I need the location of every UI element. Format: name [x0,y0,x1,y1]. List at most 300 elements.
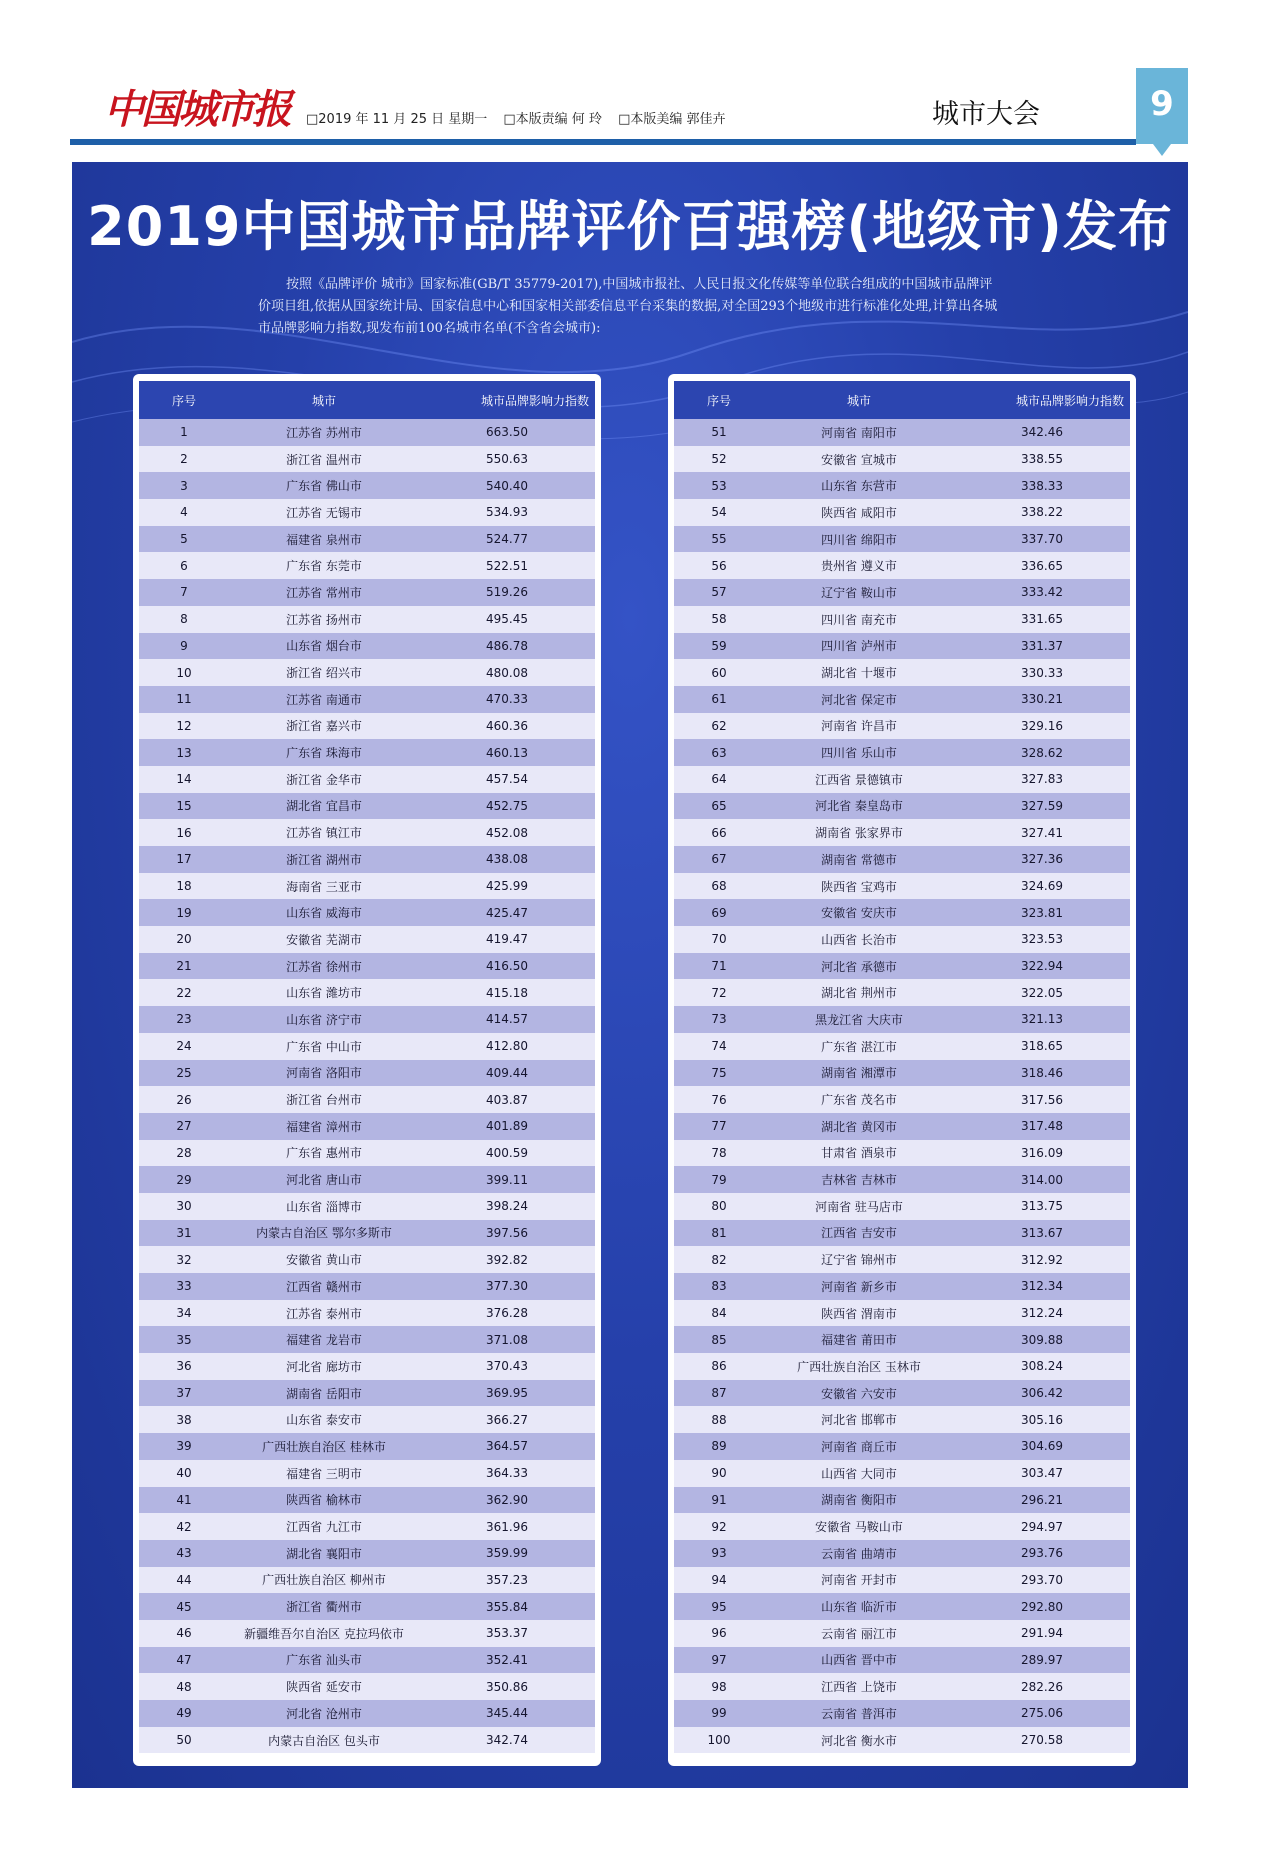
city-cell: 安徽省 黄山市 [286,1253,362,1268]
rank-cell: 56 [711,558,727,573]
city-cell: 广西壮族自治区 柳州市 [262,1573,386,1588]
city-cell: 黑龙江省 大庆市 [815,1012,903,1027]
index-cell: 312.34 [1021,1279,1063,1294]
rank-cell: 35 [176,1332,192,1347]
rank-cell: 79 [711,1172,727,1187]
index-cell: 322.05 [1021,985,1063,1000]
city-cell: 江苏省 无锡市 [286,505,362,520]
newspaper-logo: 中国城市报 [104,86,289,133]
city-cell: 广东省 佛山市 [286,479,362,494]
table-row [139,1353,595,1380]
rank-cell: 83 [711,1279,727,1294]
rank-cell: 75 [711,1065,727,1080]
table-row [139,819,595,846]
city-cell: 四川省 南充市 [821,612,897,627]
city-cell: 浙江省 湖州市 [286,852,362,867]
rank-cell: 11 [176,692,192,707]
rank-cell: 5 [180,532,188,547]
rank-cell: 31 [176,1225,192,1240]
rank-cell: 1 [180,425,188,440]
city-cell: 广东省 中山市 [286,1039,362,1054]
page-number: 9 [1150,84,1174,124]
index-cell: 327.36 [1021,852,1063,867]
table-row [674,1673,1130,1700]
city-cell: 广东省 汕头市 [286,1653,362,1668]
rank-cell: 33 [176,1279,192,1294]
rank-cell: 68 [711,879,727,894]
index-cell: 460.36 [486,718,528,733]
city-cell: 河北省 唐山市 [286,1173,362,1188]
index-cell: 328.62 [1021,745,1063,760]
rank-cell: 70 [711,932,727,947]
table-row [674,1487,1130,1514]
rank-cell: 34 [176,1306,192,1321]
rank-cell: 95 [711,1599,727,1614]
index-cell: 438.08 [486,852,528,867]
page-editor: □本版责编 何 玲 [503,112,602,127]
city-cell: 山东省 潍坊市 [286,986,362,1001]
index-cell: 359.99 [486,1546,528,1561]
city-cell: 江西省 赣州市 [286,1279,362,1294]
page-number-tab [1136,68,1188,144]
rank-cell: 65 [711,798,727,813]
city-cell: 河北省 衡水市 [821,1733,897,1748]
table-row [674,766,1130,793]
table-row [674,1300,1130,1327]
table-row [139,1460,595,1487]
index-cell: 322.94 [1021,959,1063,974]
city-cell: 陕西省 咸阳市 [821,505,897,520]
city-cell: 福建省 泉州市 [286,532,362,547]
rank-cell: 27 [176,1119,192,1134]
table-row [674,1433,1130,1460]
city-cell: 湖南省 岳阳市 [286,1386,362,1401]
table-row [139,1647,595,1674]
table-row [139,419,595,446]
table-row [674,739,1130,766]
table-row [674,1166,1130,1193]
header-index: 城市品牌影响力指数 [1015,393,1124,408]
city-cell: 山西省 晋中市 [821,1653,897,1668]
table-row [139,1487,595,1514]
rank-cell: 84 [711,1306,727,1321]
table-row [139,606,595,633]
city-cell: 福建省 漳州市 [286,1119,362,1134]
table-row [674,1460,1130,1487]
table-row [674,1513,1130,1540]
city-cell: 河北省 廊坊市 [286,1359,362,1374]
rank-cell: 32 [176,1252,192,1267]
table-row [139,633,595,660]
table-row [674,1220,1130,1247]
table-row [139,1326,595,1353]
index-cell: 317.56 [1021,1092,1063,1107]
city-cell: 山西省 大同市 [821,1466,897,1481]
rank-cell: 87 [711,1386,727,1401]
rank-cell: 99 [711,1706,727,1721]
index-cell: 403.87 [486,1092,528,1107]
index-cell: 333.42 [1021,585,1063,600]
rank-cell: 82 [711,1252,727,1267]
table-row [674,1540,1130,1567]
rank-cell: 91 [711,1492,727,1507]
index-cell: 270.58 [1021,1733,1063,1748]
index-cell: 392.82 [486,1252,528,1267]
city-cell: 江苏省 苏州市 [286,425,362,440]
city-cell: 广东省 惠州市 [286,1146,362,1161]
index-cell: 350.86 [486,1679,528,1694]
rank-cell: 39 [176,1439,192,1454]
index-cell: 345.44 [486,1706,528,1721]
table-row [139,873,595,900]
rank-cell: 24 [176,1039,192,1054]
index-cell: 412.80 [486,1039,528,1054]
city-cell: 江西省 上饶市 [821,1680,897,1695]
rank-cell: 67 [711,852,727,867]
rank-cell: 14 [176,772,192,787]
rank-cell: 38 [176,1412,192,1427]
city-cell: 陕西省 渭南市 [821,1306,897,1321]
index-cell: 425.47 [486,905,528,920]
index-cell: 460.13 [486,745,528,760]
city-cell: 广东省 东莞市 [286,559,362,574]
table-row [674,1406,1130,1433]
index-cell: 293.76 [1021,1546,1063,1561]
table-row [674,1193,1130,1220]
rank-cell: 25 [176,1065,192,1080]
city-cell: 河南省 商丘市 [821,1439,897,1454]
index-cell: 370.43 [486,1359,528,1374]
city-cell: 浙江省 嘉兴市 [286,719,362,734]
index-cell: 409.44 [486,1065,528,1080]
table-row [674,1060,1130,1087]
city-cell: 湖北省 宜昌市 [286,799,362,814]
index-cell: 329.16 [1021,718,1063,733]
table-row [139,1380,595,1407]
city-cell: 河南省 许昌市 [821,719,897,734]
index-cell: 296.21 [1021,1492,1063,1507]
rank-cell: 69 [711,905,727,920]
index-cell: 337.70 [1021,532,1063,547]
rank-cell: 29 [176,1172,192,1187]
city-cell: 湖南省 湘潭市 [821,1066,897,1081]
index-cell: 366.27 [486,1412,528,1427]
index-cell: 425.99 [486,879,528,894]
table-row [674,1273,1130,1300]
index-cell: 331.37 [1021,638,1063,653]
city-cell: 河南省 新乡市 [821,1279,897,1294]
table-row [674,1246,1130,1273]
index-cell: 292.80 [1021,1599,1063,1614]
rank-cell: 36 [176,1359,192,1374]
index-cell: 312.24 [1021,1306,1063,1321]
table-row [674,1727,1130,1754]
table-row [139,1433,595,1460]
city-cell: 河北省 邯郸市 [821,1413,897,1428]
city-cell: 河南省 开封市 [821,1573,897,1588]
rank-cell: 93 [711,1546,727,1561]
rank-cell: 96 [711,1626,727,1641]
table-row [139,766,595,793]
city-cell: 浙江省 金华市 [286,772,362,787]
index-cell: 330.21 [1021,692,1063,707]
city-cell: 四川省 泸州市 [821,639,897,654]
city-cell: 辽宁省 锦州市 [821,1253,897,1268]
rank-cell: 18 [176,879,192,894]
header-rule [70,139,1136,145]
city-cell: 山东省 东营市 [821,479,897,494]
table-row [674,1353,1130,1380]
rank-cell: 60 [711,665,727,680]
city-cell: 广东省 茂名市 [821,1093,897,1108]
rank-cell: 46 [176,1626,192,1641]
rank-cell: 47 [176,1652,192,1667]
rank-cell: 37 [176,1386,192,1401]
rank-cell: 63 [711,745,727,760]
city-cell: 河北省 沧州市 [286,1706,362,1721]
rank-cell: 71 [711,959,727,974]
table-row [674,1567,1130,1594]
city-cell: 浙江省 绍兴市 [286,666,362,681]
table-row [674,633,1130,660]
city-cell: 福建省 三明市 [286,1466,362,1481]
table-row [139,446,595,473]
index-cell: 401.89 [486,1119,528,1134]
city-cell: 河南省 驻马店市 [815,1199,903,1214]
table-row [139,579,595,606]
index-cell: 369.95 [486,1386,528,1401]
rank-cell: 94 [711,1572,727,1587]
index-cell: 342.46 [1021,425,1063,440]
city-cell: 山东省 泰安市 [286,1413,362,1428]
rank-cell: 26 [176,1092,192,1107]
index-cell: 336.65 [1021,558,1063,573]
city-cell: 江苏省 常州市 [286,585,362,600]
city-cell: 浙江省 衢州市 [286,1600,362,1615]
city-cell: 山东省 烟台市 [286,639,362,654]
city-cell: 陕西省 宝鸡市 [821,879,897,894]
index-cell: 324.69 [1021,879,1063,894]
city-cell: 甘肃省 酒泉市 [821,1146,897,1161]
table-row [139,1406,595,1433]
table-row [139,1166,595,1193]
table-row [674,873,1130,900]
rank-cell: 74 [711,1039,727,1054]
rank-cell: 43 [176,1546,192,1561]
index-cell: 415.18 [486,985,528,1000]
city-cell: 福建省 龙岩市 [286,1333,362,1348]
index-cell: 327.59 [1021,798,1063,813]
table-row [139,1246,595,1273]
city-cell: 陕西省 延安市 [286,1680,362,1695]
table-row [139,846,595,873]
rank-cell: 58 [711,612,727,627]
rank-cell: 40 [176,1466,192,1481]
table-row [139,472,595,499]
header-rank: 序号 [171,393,196,408]
table-row [139,1300,595,1327]
index-cell: 524.77 [486,532,528,547]
table-row [139,926,595,953]
index-cell: 398.24 [486,1199,528,1214]
table-row [674,1326,1130,1353]
city-cell: 湖南省 衡阳市 [821,1493,897,1508]
city-cell: 贵州省 遵义市 [821,559,897,574]
table-row [139,1006,595,1033]
index-cell: 306.42 [1021,1386,1063,1401]
intro-paragraph: 按照《品牌评价 城市》国家标准(GB/T 35779-2017),中国城市报社、人民日报文化传媒等单位联合组成的中国城市品牌评价项目组,依据从国家统计局、国家信息中心和国家相关部委信息平台采集的数据,对全国293个地级市进行标准化处理,计算出各城市品牌影响力指数,现发布前100名城市名单(不含省会城市): [258,277,998,336]
city-cell: 江苏省 泰州市 [286,1306,362,1321]
header-rank: 序号 [706,393,731,408]
table-row [674,499,1130,526]
index-cell: 495.45 [486,612,528,627]
table-row [674,1593,1130,1620]
table-row [674,1086,1130,1113]
index-cell: 457.54 [486,772,528,787]
header-index: 城市品牌影响力指数 [480,393,589,408]
index-cell: 308.24 [1021,1359,1063,1374]
table-row [674,526,1130,553]
table-row [139,1567,595,1594]
rank-cell: 22 [176,985,192,1000]
city-cell: 广东省 珠海市 [286,746,362,761]
city-cell: 河南省 洛阳市 [286,1066,362,1081]
table-row [674,979,1130,1006]
index-cell: 663.50 [486,425,528,440]
rank-cell: 48 [176,1679,192,1694]
header-city: 城市 [846,393,871,408]
rank-cell: 51 [711,425,727,440]
table-row [139,1273,595,1300]
index-cell: 342.74 [486,1733,528,1748]
index-cell: 330.33 [1021,665,1063,680]
index-cell: 304.69 [1021,1439,1063,1454]
section-title: 城市大会 [932,99,1040,130]
index-cell: 534.93 [486,505,528,520]
table-row [674,659,1130,686]
table-row [674,953,1130,980]
table-header [674,381,1130,419]
rank-cell: 62 [711,718,727,733]
city-cell: 山西省 长治市 [821,932,897,947]
table-row [139,1140,595,1167]
rank-cell: 57 [711,585,727,600]
city-cell: 安徽省 六安市 [821,1386,897,1401]
index-cell: 282.26 [1021,1679,1063,1694]
rank-cell: 13 [176,745,192,760]
rank-cell: 20 [176,932,192,947]
table-row [139,953,595,980]
rank-cell: 90 [711,1466,727,1481]
index-cell: 305.16 [1021,1412,1063,1427]
city-cell: 江苏省 徐州市 [286,959,362,974]
index-cell: 316.09 [1021,1145,1063,1160]
table-row [139,713,595,740]
rank-cell: 41 [176,1492,192,1507]
table-row [674,1033,1130,1060]
index-cell: 522.51 [486,558,528,573]
city-cell: 云南省 丽江市 [821,1626,897,1641]
table-row [139,686,595,713]
index-cell: 452.08 [486,825,528,840]
index-cell: 353.37 [486,1626,528,1641]
table-row [139,1060,595,1087]
table-row [139,659,595,686]
rank-cell: 50 [176,1733,192,1748]
index-cell: 364.57 [486,1439,528,1454]
table-row [139,1513,595,1540]
table-row [674,1700,1130,1727]
rank-cell: 100 [707,1733,731,1748]
rank-cell: 59 [711,638,727,653]
city-cell: 内蒙古自治区 鄂尔多斯市 [256,1226,392,1241]
rank-cell: 78 [711,1145,727,1160]
index-cell: 376.28 [486,1306,528,1321]
table-row [139,1540,595,1567]
rank-cell: 53 [711,478,727,493]
rank-cell: 89 [711,1439,727,1454]
table-row [139,1700,595,1727]
rank-cell: 54 [711,505,727,520]
rank-cell: 98 [711,1679,727,1694]
index-cell: 414.57 [486,1012,528,1027]
rank-cell: 44 [176,1572,192,1587]
ranking-table-right [668,374,1136,1766]
rank-cell: 66 [711,825,727,840]
index-cell: 486.78 [486,638,528,653]
city-cell: 江苏省 扬州市 [286,612,362,627]
city-cell: 广西壮族自治区 桂林市 [262,1439,386,1454]
city-cell: 湖北省 襄阳市 [286,1546,362,1561]
index-cell: 327.83 [1021,772,1063,787]
rank-cell: 4 [180,505,188,520]
rank-cell: 2 [180,452,188,467]
index-cell: 400.59 [486,1145,528,1160]
city-cell: 河北省 秦皇岛市 [815,799,903,814]
city-cell: 河北省 保定市 [821,692,897,707]
city-cell: 广西壮族自治区 玉林市 [797,1359,921,1374]
rank-cell: 92 [711,1519,727,1534]
table-row [139,739,595,766]
rank-cell: 16 [176,825,192,840]
city-cell: 江苏省 镇江市 [286,826,362,841]
table-row [139,1220,595,1247]
rank-cell: 9 [180,638,188,653]
index-cell: 357.23 [486,1572,528,1587]
index-cell: 355.84 [486,1599,528,1614]
index-cell: 327.41 [1021,825,1063,840]
index-cell: 519.26 [486,585,528,600]
index-cell: 323.53 [1021,932,1063,947]
rank-cell: 28 [176,1145,192,1160]
table-row [139,1113,595,1140]
rank-cell: 88 [711,1412,727,1427]
table-row [674,446,1130,473]
rank-cell: 45 [176,1599,192,1614]
index-cell: 291.94 [1021,1626,1063,1641]
table-row [139,1033,595,1060]
page-designer: □本版美编 郭佳卉 [618,112,726,127]
city-cell: 云南省 曲靖市 [821,1546,897,1561]
city-cell: 山东省 临沂市 [821,1600,897,1615]
rank-cell: 12 [176,718,192,733]
table-row [674,1006,1130,1033]
city-cell: 安徽省 宣城市 [821,452,897,467]
table-row [674,1620,1130,1647]
city-cell: 山东省 淄博市 [286,1199,362,1214]
index-cell: 470.33 [486,692,528,707]
rank-cell: 10 [176,665,192,680]
